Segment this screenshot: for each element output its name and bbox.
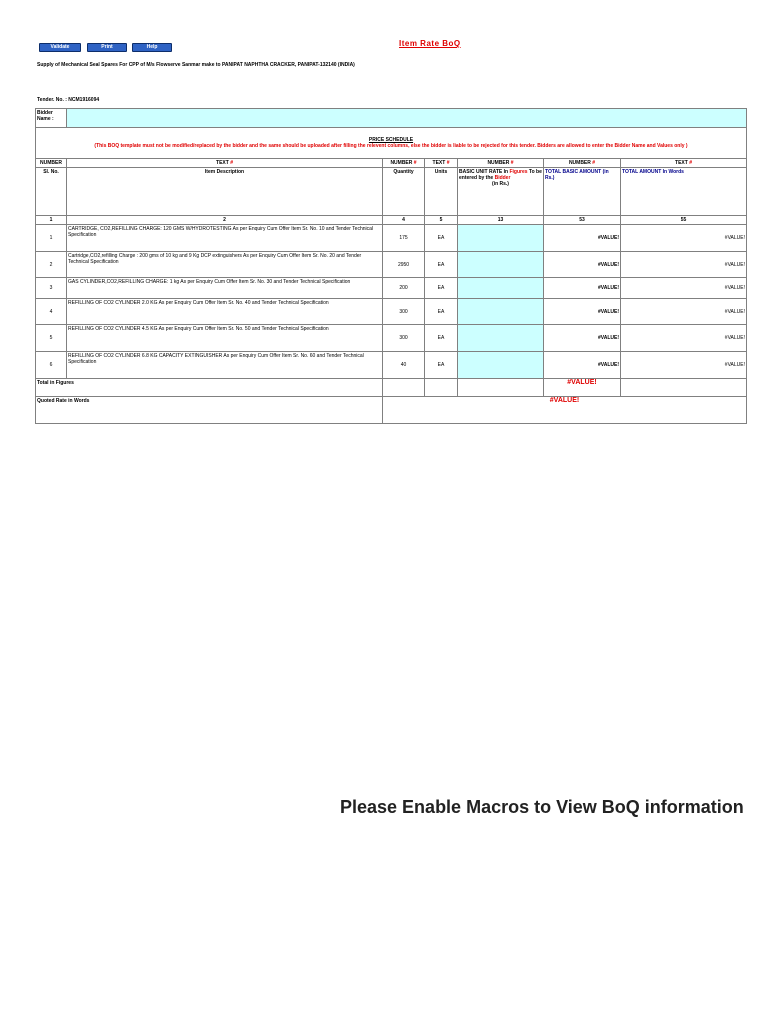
row-total-amount: #VALUE! (544, 325, 621, 352)
row-total-amount: #VALUE! (544, 299, 621, 325)
price-schedule-title: PRICE SCHEDULE (368, 137, 414, 143)
table-row (36, 325, 747, 352)
row-unit: EA (425, 352, 458, 379)
row-quantity: 300 (383, 325, 425, 352)
row-unit-rate-input[interactable] (458, 299, 544, 325)
row-unit: EA (425, 278, 458, 299)
header-units: Units (425, 168, 458, 216)
column-number: 2 (67, 216, 383, 225)
row-unit-rate-input[interactable] (458, 252, 544, 278)
column-number: 13 (458, 216, 544, 225)
row-item-description: CARTRIDGE, CO2,REFILLING CHARGE: 120 GMS W/HYDROTESTING As per Enquiry Cum Offer Item Sr. No. 10 and Tender Technical Specification (67, 225, 383, 252)
row-quantity: 300 (383, 299, 425, 325)
header-item-description: Item Description (67, 168, 383, 216)
row-unit: EA (425, 252, 458, 278)
row-unit: EA (425, 325, 458, 352)
table-row (36, 352, 747, 379)
row-unit-rate-input[interactable] (458, 325, 544, 352)
total-in-figures-value: #VALUE! (544, 379, 621, 397)
type-cell: NUMBER # (383, 159, 425, 168)
header-quantity: Quantity (383, 168, 425, 216)
row-amount-in-words: #VALUE! (621, 225, 747, 252)
row-amount-in-words: #VALUE! (621, 252, 747, 278)
bidder-name-input[interactable] (67, 109, 747, 128)
column-number: 55 (621, 216, 747, 225)
row-item-description: Cartridge,CO2,refilling Charge : 200 gms of 10 kg and 9 Kg DCP extinguishers As per Enquiry Cum Offer Item Sr. No. 20 and Tender Technical Specification (67, 252, 383, 278)
row-sl-no: 3 (36, 278, 67, 299)
type-cell: NUMBER # (544, 159, 621, 168)
type-cell: TEXT # (425, 159, 458, 168)
quoted-rate-row (36, 397, 747, 424)
row-quantity: 175 (383, 225, 425, 252)
type-cell: NUMBER (36, 159, 67, 168)
column-number: 4 (383, 216, 425, 225)
boq-table (35, 108, 747, 424)
row-amount-in-words: #VALUE! (621, 299, 747, 325)
row-sl-no: 2 (36, 252, 67, 278)
type-row (36, 159, 747, 168)
row-sl-no: 1 (36, 225, 67, 252)
row-total-amount: #VALUE! (544, 225, 621, 252)
row-amount-in-words: #VALUE! (621, 325, 747, 352)
header-row (36, 168, 747, 216)
row-sl-no: 6 (36, 352, 67, 379)
row-quantity: 40 (383, 352, 425, 379)
type-cell: TEXT # (67, 159, 383, 168)
row-total-amount: #VALUE! (544, 252, 621, 278)
table-row (36, 278, 747, 299)
row-sl-no: 5 (36, 325, 67, 352)
column-number-row (36, 216, 747, 225)
type-cell: NUMBER # (458, 159, 544, 168)
row-amount-in-words: #VALUE! (621, 278, 747, 299)
row-total-amount: #VALUE! (544, 278, 621, 299)
page-title: Item Rate BoQ (399, 39, 461, 48)
column-number: 5 (425, 216, 458, 225)
row-unit: EA (425, 299, 458, 325)
price-schedule-note: (This BOQ template must not be modified/replaced by the bidder and the same should be uploaded after filling the relevent columns, else the bidder is liable to be rejected for this tender. Bidders are allowed to enter the Bidder Name and Values only ) (94, 143, 688, 149)
row-total-amount: #VALUE! (544, 352, 621, 379)
row-amount-in-words: #VALUE! (621, 352, 747, 379)
table-row (36, 299, 747, 325)
total-in-figures-label: Total in Figures (36, 379, 383, 397)
header-total-amount-words: TOTAL AMOUNT In Words (621, 168, 747, 216)
bidder-row (36, 109, 747, 128)
type-cell: TEXT # (621, 159, 747, 168)
quoted-rate-label: Quoted Rate in Words (36, 397, 383, 424)
tender-number: Tender. No. : NCM1916094 (37, 97, 100, 103)
column-number: 53 (544, 216, 621, 225)
bidder-name-label: Bidder Name : (36, 109, 67, 128)
price-schedule-row (36, 128, 747, 159)
header-basic-unit-rate: BASIC UNIT RATE In Figures To be entered by the Bidder (in Rs.) (458, 168, 544, 216)
supply-description: Supply of Mechanical Seal Spares For CPP of M/s Flowserve Sanmar make to PANIPAT NAPHTHA CRACKER, PANIPAT-132140 (INDIA) (37, 62, 355, 68)
header-sl-no: Sl. No. (36, 168, 67, 216)
enable-macros-notice: Please Enable Macros to View BoQ information (340, 797, 744, 817)
validate-button[interactable]: Validate (39, 43, 81, 52)
print-button[interactable]: Print (87, 43, 127, 52)
help-button[interactable]: Help (132, 43, 172, 52)
header-total-basic-amount: TOTAL BASIC AMOUNT (in Rs.) (544, 168, 621, 216)
quoted-rate-value: #VALUE! (383, 397, 747, 424)
row-unit: EA (425, 225, 458, 252)
table-row (36, 225, 747, 252)
row-item-description: REFILLING OF CO2 CYLINDER 6.8 KG CAPACITY EXTINGUISHER As per Enquiry Cum Offer Item Sr. No. 60 and Tender Technical Specification (67, 352, 383, 379)
row-unit-rate-input[interactable] (458, 225, 544, 252)
row-sl-no: 4 (36, 299, 67, 325)
row-quantity: 2950 (383, 252, 425, 278)
row-quantity: 200 (383, 278, 425, 299)
row-unit-rate-input[interactable] (458, 278, 544, 299)
total-row (36, 379, 747, 397)
row-item-description: REFILLING OF CO2 CYLINDER 2.0 KG As per Enquiry Cum Offer Item Sr. No. 40 and Tender Technical Specification (67, 299, 383, 325)
row-item-description: REFILLING OF CO2 CYLINDER 4.5 KG As per Enquiry Cum Offer Item Sr. No. 50 and Tender Technical Specification (67, 325, 383, 352)
row-unit-rate-input[interactable] (458, 352, 544, 379)
row-item-description: GAS CYLINDER,CO2,REFILLING CHARGE: 1 kg As per Enquiry Cum Offer Item Sr. No. 30 and Tender Technical Specification (67, 278, 383, 299)
table-row (36, 252, 747, 278)
column-number: 1 (36, 216, 67, 225)
